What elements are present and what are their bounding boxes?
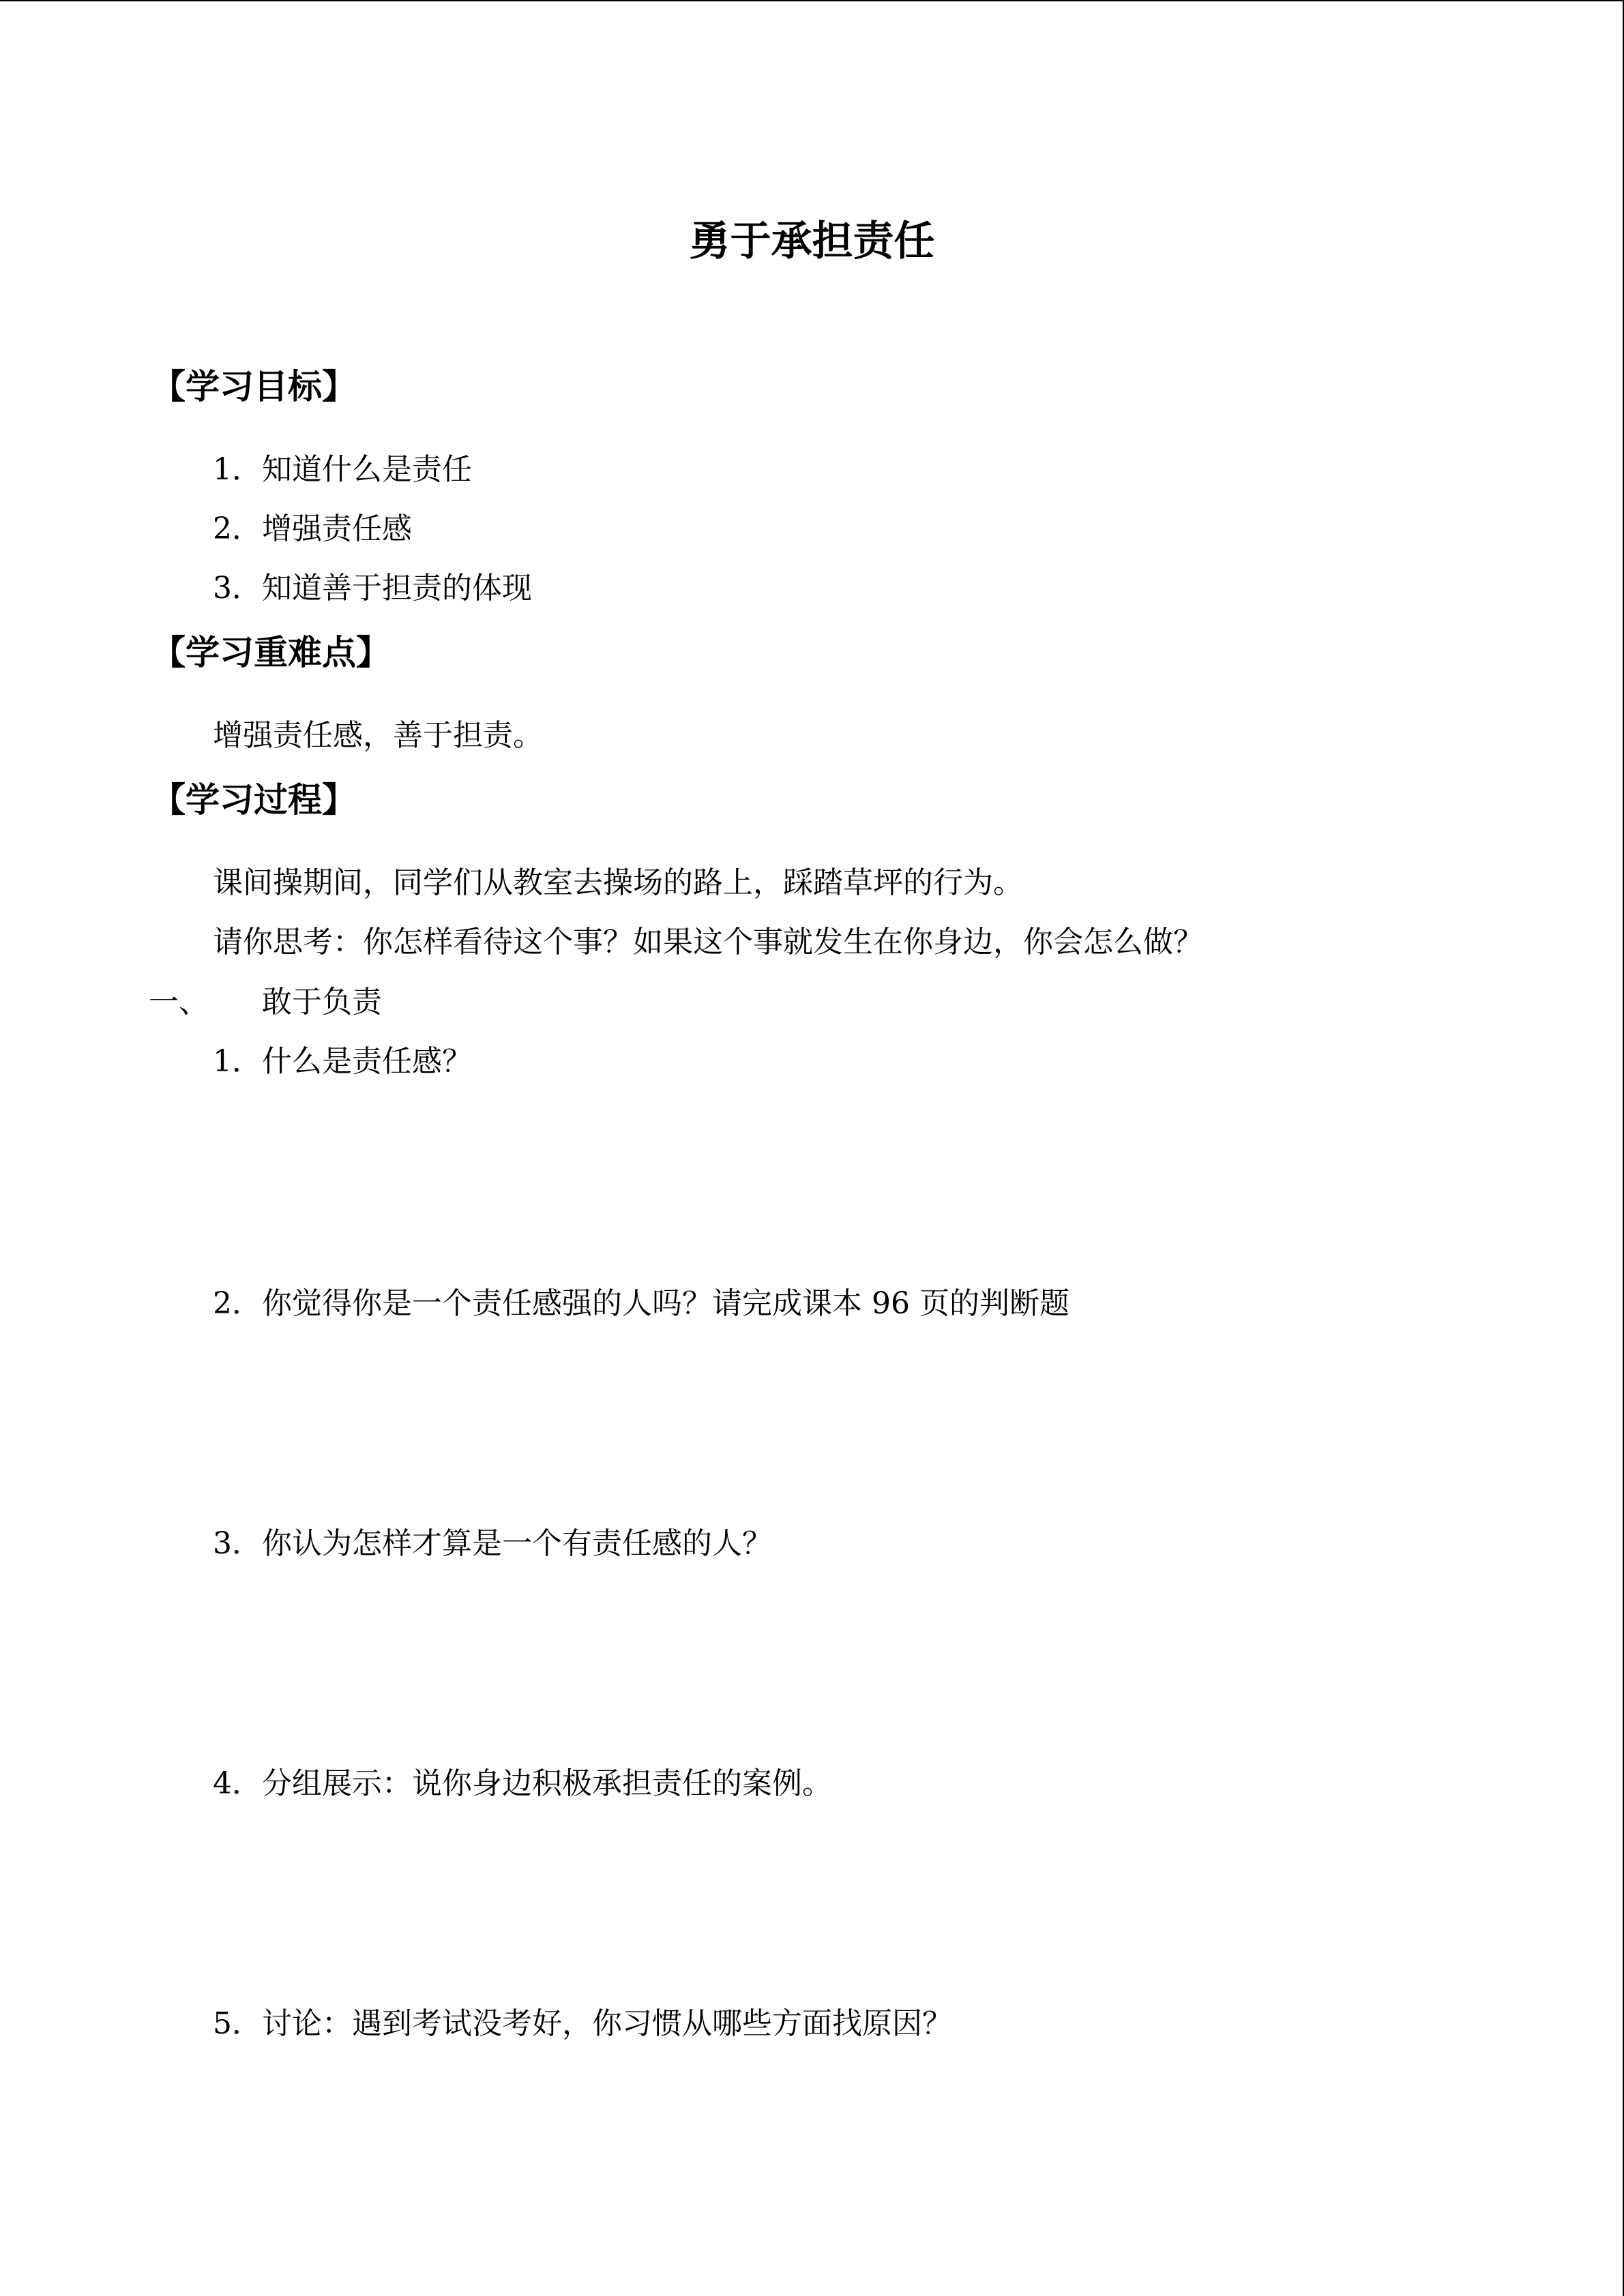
question-1: 1．什么是责任感？ xyxy=(213,1044,472,1079)
objectives-heading: 【学习目标】 xyxy=(151,367,356,406)
objective-item-1: 1．知道什么是责任 xyxy=(213,452,472,487)
key-points-heading: 【学习重难点】 xyxy=(151,633,390,672)
key-points-text: 增强责任感，善于担责。 xyxy=(213,718,543,753)
objective-item-3: 3．知道善于担责的体现 xyxy=(213,571,532,606)
document-title: 勇于承担责任 xyxy=(689,218,935,265)
process-heading: 【学习过程】 xyxy=(151,780,356,820)
question-2: 2．你觉得你是一个责任感强的人吗？请完成课本 96 页的判断题 xyxy=(213,1286,1069,1321)
process-intro-question: 请你思考：你怎样看待这个事？如果这个事就发生在你身边，你会怎么做？ xyxy=(213,925,1203,959)
question-3: 3．你认为怎样才算是一个有责任感的人？ xyxy=(213,1526,772,1561)
question-4: 4．分组展示：说你身边积极承担责任的案例。 xyxy=(213,1766,832,1801)
question-5: 5．讨论：遇到考试没考好，你习惯从哪些方面找原因？ xyxy=(213,2006,952,2041)
part-one-title: 敢于负责 xyxy=(262,985,382,1019)
process-intro-scenario: 课间操期间，同学们从教室去操场的路上，踩踏草坪的行为。 xyxy=(213,865,1023,900)
objective-item-2: 2．增强责任感 xyxy=(213,511,412,546)
part-one-number: 一、 xyxy=(149,985,209,1019)
